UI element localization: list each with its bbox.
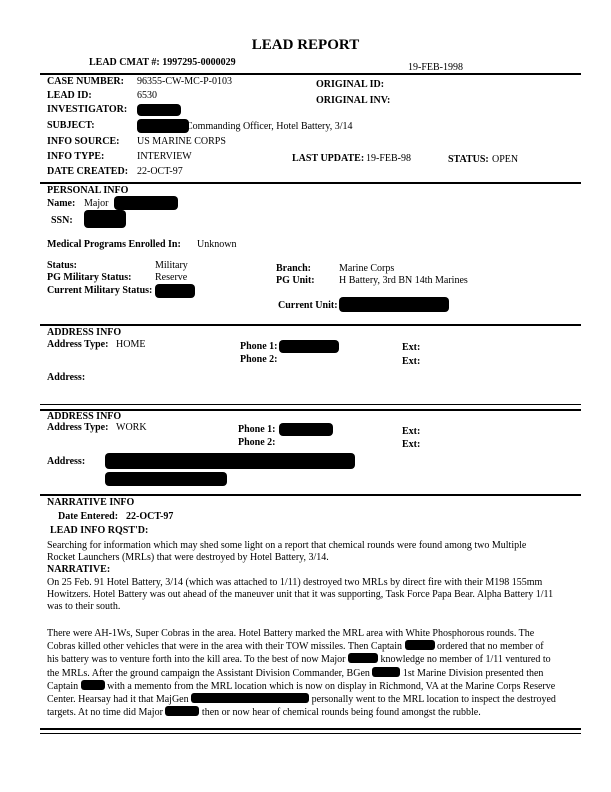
investigator-label: INVESTIGATOR: — [47, 104, 128, 115]
pg-status: Reserve — [155, 272, 188, 283]
date-entered: 22-OCT-97 — [126, 511, 174, 522]
name: Major — [84, 198, 109, 209]
info-source-label: INFO SOURCE: — [47, 136, 120, 147]
status-label: STATUS: — [448, 154, 489, 165]
p2-redaction-4 — [81, 680, 105, 690]
address2-type: WORK — [116, 422, 147, 433]
lead-cmat: LEAD CMAT #: 1997295-0000029 — [89, 57, 236, 68]
name-label: Name: — [47, 198, 76, 209]
request-text: Searching for information which may shed some light on a report that chemical rounds were found among two Multiple Rocket Launchers (MRLs) that were destroyed by Hotel Battery, 3/14. — [47, 540, 527, 564]
address2-type-label: Address Type: — [47, 422, 109, 433]
bottom-rule-2 — [40, 733, 581, 734]
status: OPEN — [492, 154, 519, 165]
last-update: 19-FEB-98 — [366, 153, 411, 164]
report-date: 19-FEB-1998 — [408, 62, 463, 73]
info-source: US MARINE CORPS — [137, 136, 226, 147]
address2-phone1-label: Phone 1: — [238, 424, 276, 435]
narrative-label: NARRATIVE: — [47, 564, 111, 575]
rule-address2-a — [40, 404, 581, 405]
rule-narrative — [40, 494, 581, 496]
case-number-label: CASE NUMBER: — [47, 76, 124, 87]
address1-phone2-label: Phone 2: — [240, 354, 278, 365]
address2-line1-redaction — [105, 453, 355, 469]
address1-type-label: Address Type: — [47, 339, 109, 350]
address2-phone1-redaction — [279, 423, 333, 436]
medical-label: Medical Programs Enrolled In: — [47, 239, 181, 250]
current-unit-redaction — [339, 297, 449, 312]
branch: Marine Corps — [339, 263, 395, 274]
p2-redaction-6 — [165, 706, 199, 716]
date-entered-label: Date Entered: — [58, 511, 119, 522]
lead-id-label: LEAD ID: — [47, 90, 92, 101]
original-inv-label: ORIGINAL INV: — [316, 95, 391, 106]
mil-status: Military — [155, 260, 188, 271]
investigator-redaction — [137, 104, 181, 116]
narrative-paragraph-2 — [47, 628, 557, 719]
p2-part-f: personally went to the MRL location to inspect the destroyed targets. At no time did Major — [47, 694, 556, 719]
info-type: INTERVIEW — [137, 151, 192, 162]
address1-type: HOME — [116, 339, 146, 350]
p2-part-a: There were AH-1Ws, Super Cobras in the area. Hotel Battery marked the MRL area with White Phosphorous rounds. The Cobras killed other vehicles that were in the area with their TOW missiles. Then Captain — [47, 628, 535, 653]
date-created: 22-OCT-97 — [137, 166, 183, 177]
current-unit-label: Current Unit: — [278, 300, 338, 311]
lead-id: 6530 — [137, 90, 157, 101]
address2-ext1-label: Ext: — [402, 426, 421, 437]
medical: Unknown — [197, 239, 237, 250]
page-title: LEAD REPORT — [251, 37, 360, 53]
subject-label: SUBJECT: — [47, 120, 95, 131]
subject-redaction — [137, 119, 189, 133]
rule-personal — [40, 182, 581, 184]
p2-redaction-5 — [191, 693, 309, 703]
p2-part-c: knowledge no member of 1/11 ventured to the MRLs. After the ground campaign the Assistant Division Commander, BGen — [47, 654, 551, 679]
pg-status-label: PG Military Status: — [47, 272, 132, 283]
address2-line2-redaction — [105, 472, 227, 486]
p2-part-e: with a memento from the MRL location which is now on display in Richmond, VA at the Marine Corps Reserve Center. Hearsay had it that MajGen — [47, 680, 556, 706]
p2-part-d: 1st Marine Division presented then Captain — [47, 667, 544, 692]
address1-header: ADDRESS INFO — [47, 327, 122, 338]
ssn-label: SSN: — [51, 215, 73, 226]
bottom-rule-1 — [40, 728, 581, 730]
address2-ext2-label: Ext: — [402, 439, 421, 450]
ssn-redaction — [84, 210, 126, 228]
address2-phone2-label: Phone 2: — [238, 437, 276, 448]
p2-redaction-3 — [372, 667, 400, 677]
address1-ext1-label: Ext: — [402, 342, 421, 353]
p2-redaction-1 — [405, 640, 435, 650]
pg-unit-label: PG Unit: — [276, 275, 315, 286]
current-status-label: Current Military Status: — [47, 285, 153, 296]
name-redaction — [114, 196, 178, 210]
mil-status-label: Status: — [47, 260, 78, 271]
lead-info-label: LEAD INFO RQST'D: — [50, 525, 149, 536]
address1-address-label: Address: — [47, 372, 86, 383]
subject: Commanding Officer, Hotel Battery, 3/14 — [186, 121, 353, 132]
address1-phone1-label: Phone 1: — [240, 341, 278, 352]
p2-part-g: then or now hear of chemical rounds being found amongst the rubble. — [201, 707, 481, 719]
current-status-redaction — [155, 284, 195, 298]
branch-label: Branch: — [276, 263, 311, 274]
personal-header: PERSONAL INFO — [47, 185, 129, 196]
last-update-label: LAST UPDATE: — [292, 153, 365, 164]
address1-phone1-redaction — [279, 340, 339, 353]
date-created-label: DATE CREATED: — [47, 166, 129, 177]
address2-header: ADDRESS INFO — [47, 411, 122, 422]
p2-part-b: ordered that no member of his battery was to venture forth into the kill area. To the best of now Major — [47, 641, 544, 666]
address1-ext2-label: Ext: — [402, 356, 421, 367]
rule-address1 — [40, 324, 581, 326]
narrative-header: NARRATIVE INFO — [47, 497, 135, 508]
address2-address-label: Address: — [47, 456, 86, 467]
narrative-paragraph-1: On 25 Feb. 91 Hotel Battery, 3/14 (which was attached to 1/11) destroyed two MRLs by direct fire with their M198 155mm Howitzers. Hotel Battery was out ahead of the maneuver unit that it was supporting, Task Force Papa Bear. Alpha Battery 1/11 was to their south. — [47, 577, 554, 613]
top-rule — [40, 73, 581, 75]
p2-redaction-2 — [348, 653, 378, 663]
pg-unit: H Battery, 3rd BN 14th Marines — [339, 275, 468, 286]
info-type-label: INFO TYPE: — [47, 151, 105, 162]
case-number: 96355-CW-MC-P-0103 — [137, 76, 232, 87]
original-id-label: ORIGINAL ID: — [316, 79, 385, 90]
